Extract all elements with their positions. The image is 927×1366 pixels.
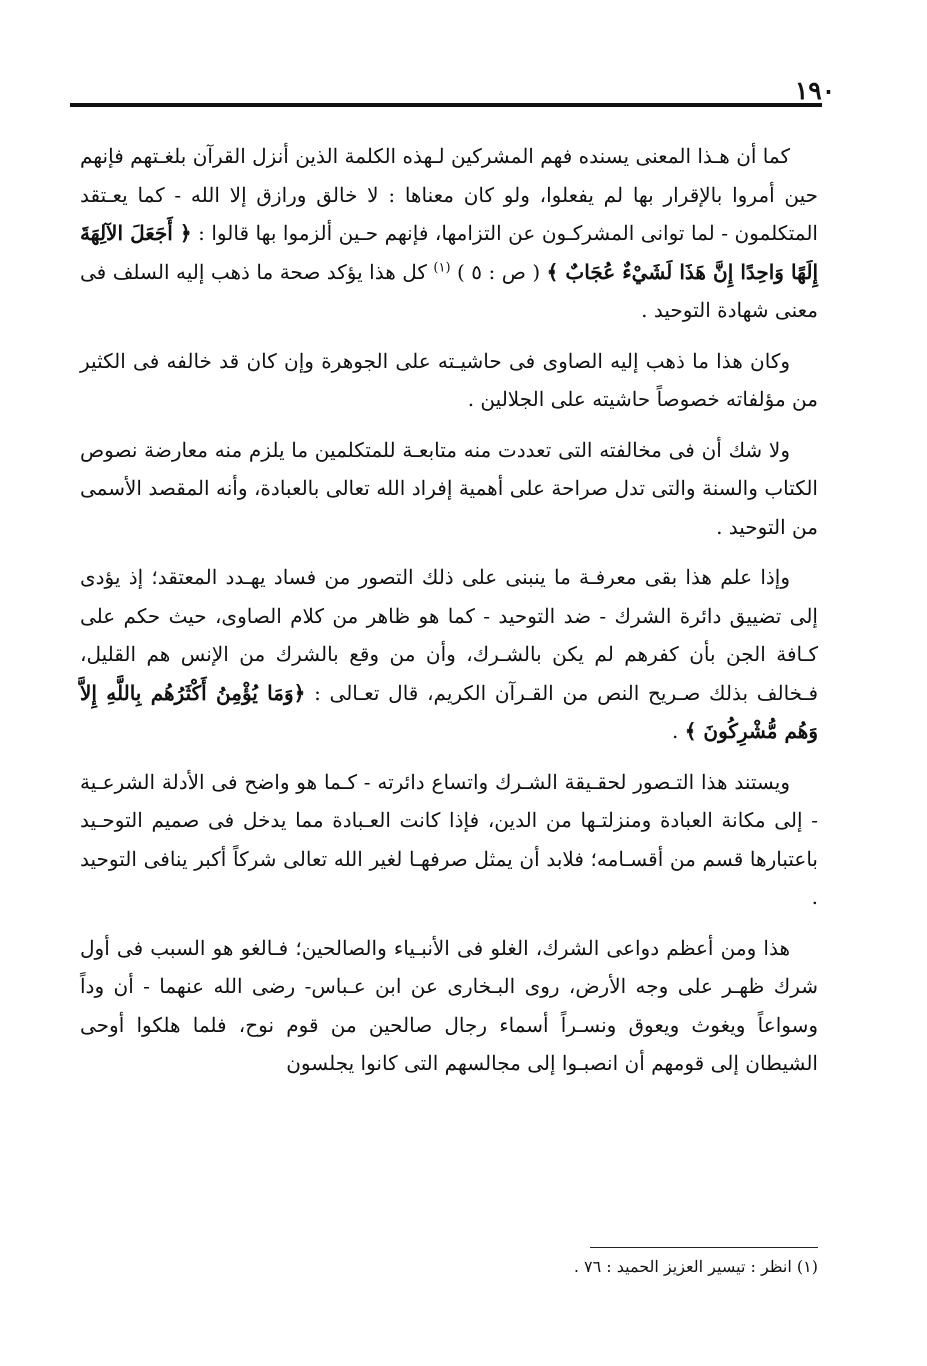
paragraph-6: [80, 929, 818, 1083]
paragraph-6-text: هذا ومن أعظم دواعى الشرك، الغلو فى الأنبـياء والصالحين؛ فـالغو هو السبب فى أول شرك ظهـر على وجه الأرض، روى البـخارى عن ابن عـباس- رضى الله عنهما - أن وداً وسواعاً ويغوث ويعوق ونسـراً أسماء رجال صالحين من قوم نوح، فلما هلكوا أوحى الشيطان إلى قومهم أن انصبـوا إلى مجالسهم التى كانوا يجلسون: [80, 935, 818, 1075]
paragraph-5: [80, 763, 818, 917]
quran-verse-2: ﴿وَمَا يُؤْمِنُ أَكْثَرُهُم بِاللَّهِ إِلاَّ وَهُم مُّشْرِكُونَ ﴾: [80, 680, 818, 743]
paragraph-1-text-a: كما أن هـذا المعنى يسنده فهم المشركين لـهذه الكلمة الذين أنزل القرآن بلغـتهم فإنهم حين أمروا بالإقرار بها لم يفعلوا، ولو كان معناها : لا خالق ورازق إلا الله - كما يعـتقد المتكلمون - لما توانى المشركـون عن التزامها، فإنهم حـين ألزموا بها قالوا :: [80, 144, 818, 245]
header-rule: [70, 103, 822, 107]
paragraph-1: [80, 137, 818, 330]
page-number: ١٩٠: [794, 76, 836, 105]
footnote-rule: [590, 1247, 818, 1248]
paragraph-2: [80, 342, 818, 419]
footnote-text: انظر : تيسير العزيز الحميد : ٧٦ .: [573, 1257, 792, 1276]
footnote-marker[interactable]: (١): [433, 259, 451, 275]
paragraph-5-text: ويستند هذا التـصور لحقـيقة الشـرك واتساع دائرته - كـما هو واضح فى الأدلة الشرعـية - إلى مكانة العبادة ومنزلتـها من الدين، فإذا كانت العـبادة مما يدخل فى صميم التوحـيد باعتبارها قسم من أقسـامه؛ فلابد أن يمثل صرفهـا لغير الله تعالى شركاً أكبر ينافى التوحيد .: [80, 769, 818, 909]
verse-reference-1: ( ص : ٥ ): [456, 259, 541, 284]
paragraph-4: [80, 558, 818, 751]
paragraph-4-text-a: وإذا علم هذا بقى معرفـة ما ينبنى على ذلك التصور من فساد يهـدد المعتقد؛ إذ يؤدى إلى تضييق دائرة الشرك - ضد التوحيد - كما هو ظاهر من كلام الصاوى، حيث حكم على كـافة الجن بأن كفرهم لم يكن بالشـرك، وأن من وقع بالشرك من الإنس هم القليل، فـخالف بذلك صـريح النص من القـرآن الكريم، قال تعـالى :: [80, 565, 819, 705]
paragraph-3: [80, 431, 818, 547]
paragraph-1-text-c: كل هذا يؤكد صحة ما ذهب إليه السلف فى معنى شهادة التوحيد .: [80, 259, 818, 322]
footnote: [380, 1254, 818, 1280]
paragraph-3-text: ولا شك أن فى مخالفته التى تعددت منه متابعـة للمتكلمين ما يلزم منه معارضة نصوص الكتاب والسنة والتى تدل صراحة على أهمية إفراد الله تعالى بالعبادة، وأنه المقصد الأسمى من التوحيد .: [80, 437, 818, 539]
paragraph-2-text: وكان هذا ما ذهب إليه الصاوى فى حاشيـته على الجوهرة وإن كان قد خالفه فى الكثير من مؤلفاته خصوصاً حاشيته على الجلالين .: [80, 348, 818, 411]
quran-verse-1: ﴿ أَجَعَلَ الآلِهَةَ إِلَهًا وَاحِدًا إِنَّ هَذَا لَشَيْءٌ عُجَابٌ ﴾: [80, 221, 819, 284]
footnote-number: (١): [796, 1257, 818, 1276]
paragraph-4-text-b: .: [671, 719, 679, 743]
body-text: [80, 137, 818, 1095]
